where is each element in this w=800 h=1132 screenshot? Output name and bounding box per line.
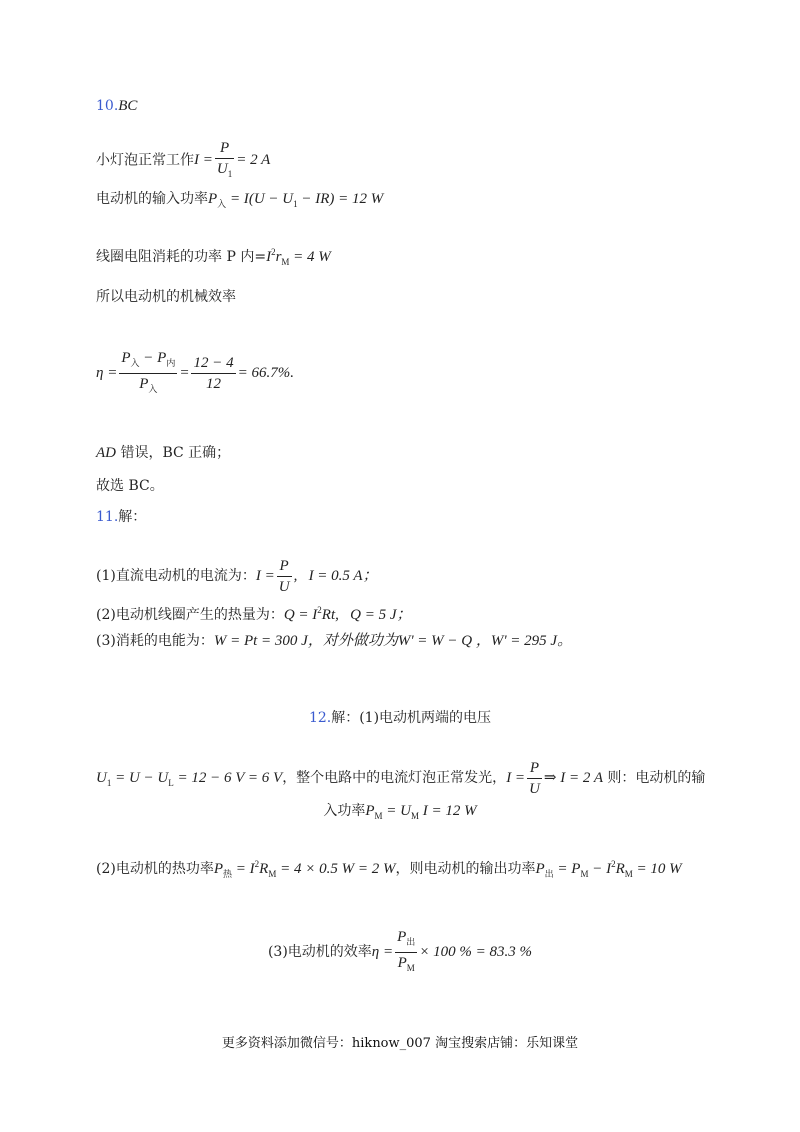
q10-line1-text: 小灯泡正常工作 [96, 152, 194, 169]
q11-header [96, 507, 146, 527]
q11-label: 解： [118, 509, 147, 525]
q10-line6-tail: 错误，BC 正确； [120, 445, 231, 461]
q11-part2-prefix: (2)电动机线圈产生的热量为： [96, 607, 284, 623]
q10-line2-formula: $P_入 = I(U - U_1 - IR) = 12$ W [208, 191, 384, 209]
q11-part2-formula: $Q = I^2Rt$, Q = 5 J； [283, 605, 412, 623]
q11-part1-formula: I = $\frac{P}{U}$ , I = 0.5 A； [255, 558, 378, 595]
q10-number: 10. [96, 98, 119, 114]
q12-title: 解：(1)电动机两端的电压 [331, 710, 492, 726]
q10-line1-formula: I = $\frac{P}{U_1}$ = 2 A [194, 140, 271, 179]
q10-line6: AD 错误，BC 正确； [96, 445, 231, 461]
q12-line4: (3)电动机的效率η = $\frac{P_出}{P_M}$ × 100 % = 83.3 % [267, 929, 533, 973]
q10-line2 [96, 189, 383, 214]
footer-ad: 更多资料添加微信号：hiknow_007 淘宝搜索店铺：乐知课堂 [221, 1036, 579, 1051]
q10-line1 [96, 138, 270, 184]
q10-line3-text: 线圈电阻消耗的功率 P 内= [96, 249, 267, 265]
q10-efficiency-formula: η = $\frac{P_入 - P_内}{P_入}$ = $\frac{12 - 4}{12}$ = 66.7%. [96, 350, 294, 394]
q11-part1-prefix: (1)直流电动机的电流为： [96, 567, 256, 584]
q11-part2 [96, 600, 412, 625]
q11-part3-formula: W = Pt = 300 J，对外做功为W' = W − Q ，W' = 295 J。 [213, 633, 573, 649]
q11-part3-prefix: (3)消耗的电能为： [96, 633, 214, 649]
q11-part1 [96, 556, 378, 597]
q10-line7: 故选 BC。 [96, 478, 164, 494]
q12-number: 12. [308, 710, 332, 726]
q10-line3-formula: $I^2r_M = 4$ W [266, 247, 331, 267]
q12-header [0, 708, 800, 728]
q10-line4: 所以电动机的机械效率 [96, 289, 236, 305]
q10-line2-text: 电动机的输入功率 [96, 191, 208, 207]
q10-line3 [96, 242, 331, 272]
q12-line1: $U_1 = U - U_L = 12 - 6$ V = 6 V，整个电路中的电流灯泡正常发光，I = $\frac{P}{U}$ ⇒ I = 2 A 则：电动机的输 [96, 760, 706, 797]
q11-number: 11. [96, 509, 119, 525]
q12-line2: 入功率$P_M = U_M$ I = 12 W [323, 803, 477, 821]
q10-answer: BC [118, 98, 138, 114]
q12-line3: (2)电动机的热功率$P_热 = I^2R_M = 4 \times 0.5$ W = 2 W，则电动机的输出功率$P_出 = P_M - I^2R_M = 10$ W [96, 859, 682, 879]
q10-header [96, 96, 137, 116]
q11-part3 [96, 631, 572, 651]
